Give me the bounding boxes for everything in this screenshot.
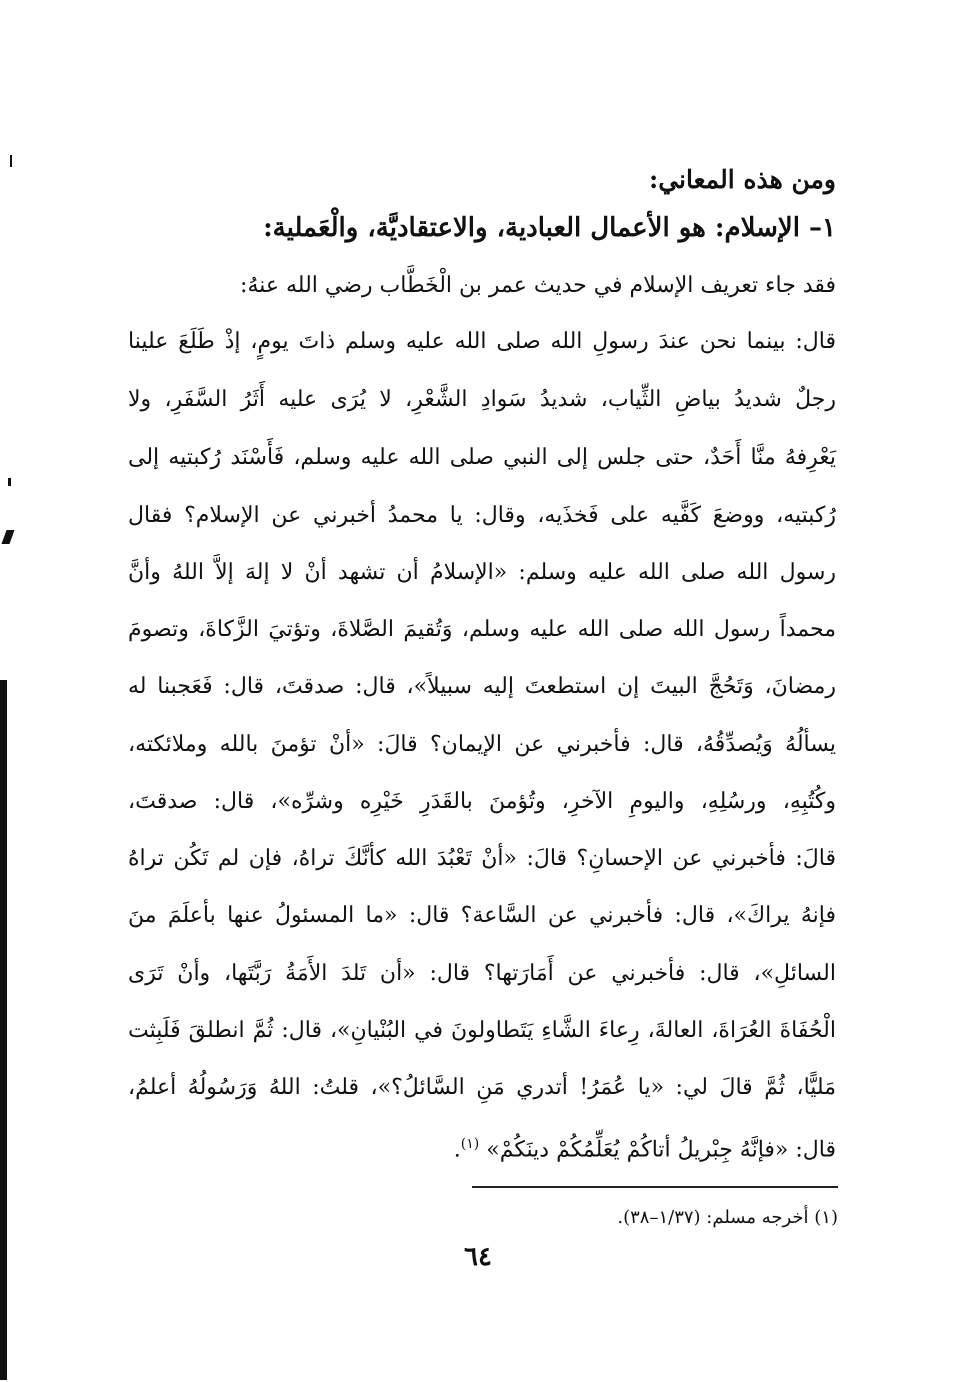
body-line: رجلٌ شديدُ بياضِ الثِّياب، شديدُ سَوادِ الشَّعْرِ، لا يُرَى عليه أَثَرُ السَّفَرِ، ولا (128, 387, 836, 412)
body-line-last: قال: «فإنَّهُ جِبْريلُ أتاكُمْ يُعَلِّمُكُمْ دينَكُمْ» $^{(١)}$. (453, 1136, 836, 1163)
body-line: رسول الله صلى الله عليه وسلم: «الإسلامُ أن تشهد أنْ لا إلهَ إلاَّ اللهُ وأنَّ (128, 560, 836, 585)
section-subheading: ١– الإسلام: هو الأعمال العبادية، والاعتقاديَّة، والْعَملية: (263, 213, 836, 243)
body-line: قالَ: فأخبرني عن الإحسانِ؟ قالَ: «أنْ تَعْبُدَ الله كأنَّكَ تراهُ، فإن لم تَكُن تراهُ (128, 846, 836, 871)
body-line: رُكبتيه، ووضعَ كَفَّيه على فَخذَيه، وقال: يا محمدُ أخبرني عن الإسلام؟ فقال (128, 503, 837, 528)
body-line: السائلِ»، قال: فأخبرني عن أَمَارَتها؟ قال: «أن تَلدَ الأَمَةُ رَبَّتَها، وأنْ تَرَى (128, 961, 836, 986)
body-line: يَعْرِفهُ منَّا أَحَدٌ، حتى جلس إلى النبي صلى الله عليه وسلم، فَأَسْنَد رُكبتيه إلى (128, 445, 836, 470)
scan-mark (10, 155, 12, 167)
scan-edge-shadow (0, 680, 7, 1380)
section-heading: ومن هذه المعاني: (648, 165, 836, 194)
body-line: قال: بينما نحن عندَ رسولِ الله صلى الله عليه وسلم ذاتَ يومٍ، إذْ طَلَعَ علينا (128, 329, 836, 354)
body-line: فإنهُ يراكَ»، قال: فأخبرني عن السَّاعة؟ قال: «ما المسئولُ عنها بأعلَمَ منَ (128, 903, 836, 928)
body-line: مَليًّا، ثُمَّ قالَ لي: «يا عُمَرُ! أتدري مَنِ السَّائلُ؟»، قلتُ: اللهُ وَرَسُولُهُ أعلمُ، (128, 1075, 836, 1100)
footnote-divider (472, 1186, 838, 1188)
body-line: يسألُهُ وَيُصدِّقُهُ، قال: فأخبرني عن الإيمان؟ قالَ: «أنْ تؤمنَ بالله وملائكته، (128, 732, 836, 757)
footnote: (١) أخرجه مسلم: (١/٣٧–٣٨). (617, 1207, 838, 1228)
scan-mark (1, 530, 14, 544)
body-line: الْحُفَاةَ العُرَاةَ، العالةَ، رِعاءَ الشَّاءِ يَتَطاولونَ في البُنْيانِ»، قال: ثُمَّ انطلقَ فَلَبِثت (128, 1018, 836, 1043)
body-line: رمضانَ، وَتَحُجَّ البيتَ إن استطعتَ إليه سبيلاً»، قال: صدقتَ، قال: فَعَجبنا له (128, 674, 836, 699)
body-line: وكُتُبِهِ، ورسُلِهِ، واليومِ الآخرِ، وتُؤمنَ بالقَدَرِ خَيْرِه وشرِّه»، قال: صدقتَ، (128, 789, 836, 814)
body-line-text: قال: «فإنَّهُ جِبْريلُ أتاكُمْ يُعَلِّمُكُمْ دينَكُمْ» (486, 1137, 836, 1163)
body-line: فقد جاء تعريف الإسلام في حديث عمر بن الْخَطَّاب رضي الله عنهُ: (240, 273, 836, 298)
footnote-reference: (١) (460, 1136, 480, 1152)
page-number: ٦٤ (464, 1242, 492, 1272)
scan-mark (8, 478, 11, 486)
body-line: محمداً رسول الله صلى الله عليه وسلم، وَتُقيمَ الصَّلاةَ، وتؤتيَ الزَّكاةَ، وتصومَ (128, 617, 837, 642)
